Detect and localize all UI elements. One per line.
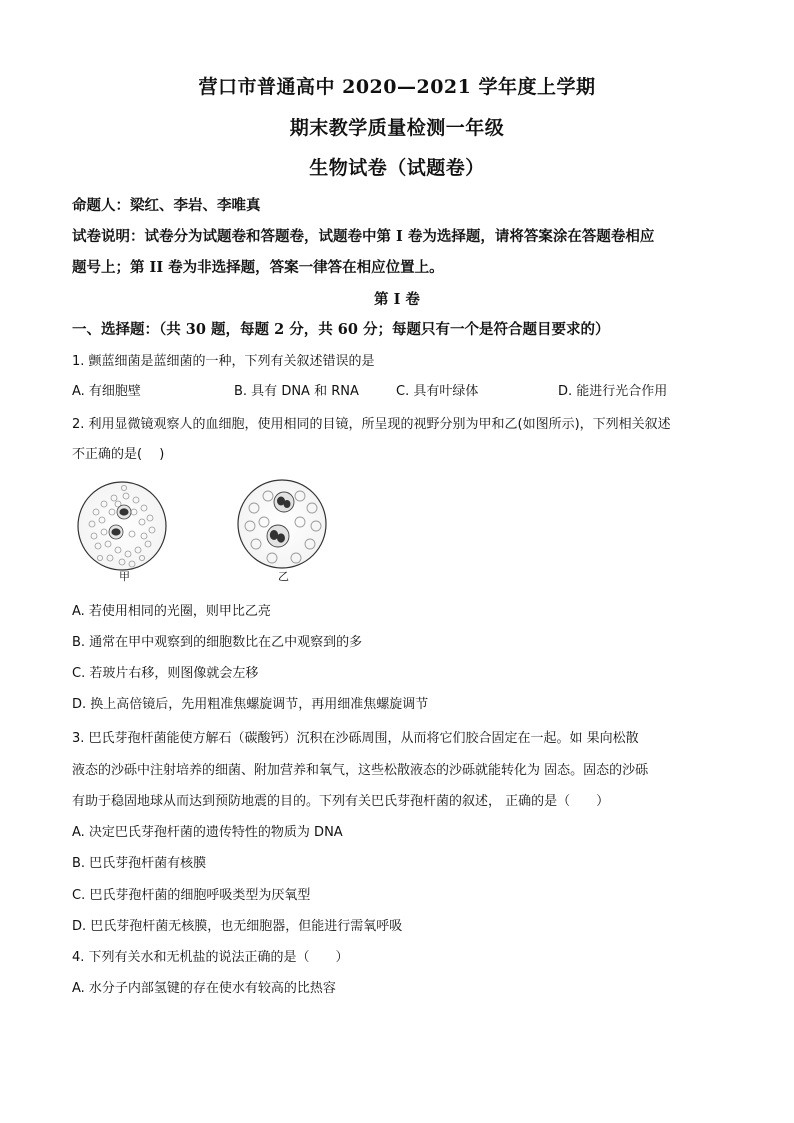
q1-option-a: A. 有细胞壁 (72, 384, 141, 399)
authors-line: 命题人：梁红、李岩、李唯真 (72, 197, 261, 214)
q3-stem-line3: 有助于稳固地球从而达到预防地震的目的。下列有关巴氏芽孢杆菌的叙述， 正确的是（ ） (72, 794, 610, 809)
microscope-field-figure (74, 474, 334, 586)
q2-option-a: A. 若使用相同的光圈，则甲比乙亮 (72, 604, 271, 619)
q3-stem-line2: 液态的沙砾中注射培养的细菌、附加营养和氧气，这些松散液态的沙砾就能转化为 固态。固态的沙砾 (72, 763, 649, 778)
q3-option-b: B. 巴氏芽孢杆菌有核膜 (72, 856, 207, 871)
white-blood-cell-jia-2 (109, 525, 123, 539)
q2-stem-line1: 2. 利用显微镜观察人的血细胞，使用相同的目镜，所呈现的视野分别为甲和乙(如图所示)，下列相关叙述 (72, 417, 671, 432)
white-blood-cell-yi-2 (267, 525, 289, 547)
q3-option-d: D. 巴氏芽孢杆菌无核膜，也无细胞器，但能进行需氧呼吸 (72, 919, 403, 934)
white-blood-cell-yi-1 (274, 492, 294, 512)
figure-label-yi: 乙 (278, 570, 289, 583)
exam-title-line3: 生物试卷（试题卷） (309, 157, 485, 179)
q1-option-d: D. 能进行光合作用 (558, 384, 668, 399)
q4-stem: 4. 下列有关水和无机盐的说法正确的是（ ） (72, 950, 349, 965)
q1-option-b: B. 具有 DNA 和 RNA (234, 384, 359, 399)
q4-option-a: A. 水分子内部氢键的存在使水有较高的比热容 (72, 981, 336, 996)
exam-title-line2: 期末教学质量检测一年级 (289, 117, 505, 139)
q2-option-c: C. 若玻片右移，则图像就会左移 (72, 666, 259, 681)
q1-option-c: C. 具有叶绿体 (396, 384, 479, 399)
q3-stem-line1: 3. 巴氏芽孢杆菌能使方解石（碳酸钙）沉积在沙砾周围，从而将它们胶合固定在一起。如 果向松散 (72, 731, 639, 746)
q1-stem: 1. 颤蓝细菌是蓝细菌的一种，下列有关叙述错误的是 (72, 354, 375, 369)
q2-option-d: D. 换上高倍镜后，先用粗准焦螺旋调节，再用细准焦螺旋调节 (72, 697, 429, 712)
exam-title-line1: 营口市普通高中 2020—2021 学年度上学期 (198, 76, 596, 98)
microscope-field-yi (238, 480, 326, 568)
q2-option-b: B. 通常在甲中观察到的细胞数比在乙中观察到的多 (72, 635, 363, 650)
q2-stem-line2: 不正确的是( ) (72, 447, 165, 462)
q3-option-a: A. 决定巴氏芽孢杆菌的遗传特性的物质为 DNA (72, 825, 343, 840)
instructions-line2: 题号上；第 II 卷为非选择题，答案一律答在相应位置上。 (72, 259, 444, 276)
instructions-line1: 试卷说明：试卷分为试题卷和答题卷，试题卷中第 I 卷为选择题，请将答案涂在答题卷相应 (72, 228, 655, 245)
microscope-field-jia (78, 482, 166, 570)
figure-label-jia: 甲 (119, 570, 130, 583)
volume-title: 第 I 卷 (374, 291, 420, 308)
section-heading: 一、选择题：（共 30 题，每题 2 分，共 60 分；每题只有一个是符合题目要求的） (72, 321, 610, 338)
q3-option-c: C. 巴氏芽孢杆菌的细胞呼吸类型为厌氧型 (72, 888, 311, 903)
white-blood-cell-jia-1 (117, 505, 131, 519)
